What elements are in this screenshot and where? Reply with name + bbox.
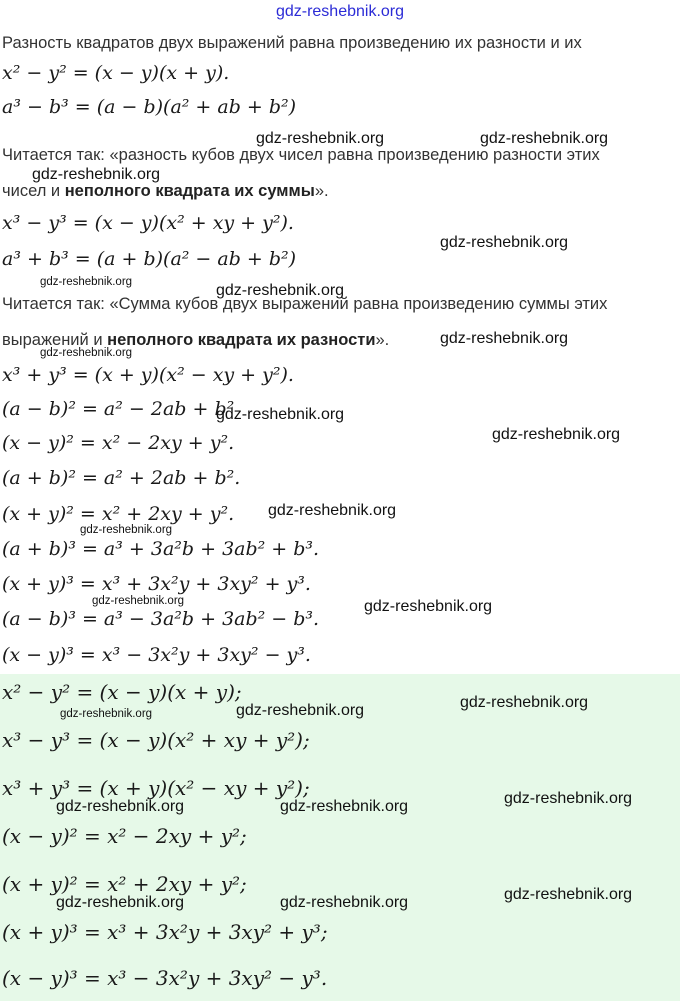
watermark: gdz-reshebnik.org <box>40 347 133 359</box>
watermark: gdz-reshebnik.org <box>268 502 397 519</box>
formula-12: (a − b)³ = a³ − 3a²b + 3ab² − b³. <box>2 608 320 630</box>
watermark: gdz-reshebnik.org <box>280 894 409 911</box>
text-start: чисел и <box>2 182 65 200</box>
watermark: gdz-reshebnik.org <box>504 886 633 903</box>
bold-term: неполного квадрата их суммы <box>64 182 315 200</box>
watermark: gdz-reshebnik.org <box>256 130 385 147</box>
formula-10: (a + b)³ = a³ + 3a²b + 3ab² + b³. <box>2 538 320 560</box>
answer-4: (x − y)² = x² − 2xy + y²; <box>2 824 247 848</box>
formula-5: x³ + y³ = (x + y)(x² − xy + y²). <box>2 364 294 386</box>
watermark: gdz-reshebnik.org <box>364 598 493 615</box>
watermark: gdz-reshebnik.org <box>56 798 185 815</box>
text-end: ». <box>375 331 390 349</box>
watermark: gdz-reshebnik.org <box>504 790 633 807</box>
formula-11: (x + y)³ = x³ + 3x²y + 3xy² + y³. <box>2 573 311 595</box>
watermark: gdz-reshebnik.org <box>216 282 345 299</box>
watermark: gdz-reshebnik.org <box>460 694 589 711</box>
watermark: gdz-reshebnik.org <box>440 234 569 251</box>
watermark: gdz-reshebnik.org <box>280 798 409 815</box>
watermark: gdz-reshebnik.org <box>80 524 173 536</box>
formula-2: a³ − b³ = (a − b)(a² + ab + b²) <box>2 96 297 118</box>
answer-5: (x + y)² = x² + 2xy + y²; <box>2 872 247 896</box>
formula-7: (x − y)² = x² − 2xy + y². <box>2 432 235 454</box>
watermark: gdz-reshebnik.org <box>32 166 161 183</box>
watermark: gdz-reshebnik.org <box>236 702 365 719</box>
watermark: gdz-reshebnik.org <box>40 276 133 288</box>
site-header-link[interactable]: gdz-reshebnik.org <box>275 3 405 20</box>
answer-2: x³ − y³ = (x − y)(x² + xy + y²); <box>2 728 310 752</box>
watermark: gdz-reshebnik.org <box>92 595 185 607</box>
formula-8: (a + b)² = a² + 2ab + b². <box>2 467 241 489</box>
formula-3: x³ − y³ = (x − y)(x² + xy + y²). <box>2 212 294 234</box>
answer-1: x² − y² = (x − y)(x + y); <box>2 680 242 704</box>
paragraph-difference-of-squares: Разность квадратов двух выражений равна произведению их разности и их <box>2 34 582 52</box>
watermark: gdz-reshebnik.org <box>492 426 621 443</box>
answer-7: (x − y)³ = x³ − 3x²y + 3xy² − y³. <box>2 966 328 990</box>
text-start: выражений и <box>2 331 108 349</box>
text-end: ». <box>314 182 329 200</box>
formula-13: (x − y)³ = x³ − 3x²y + 3xy² − y³. <box>2 644 311 666</box>
formula-4: a³ + b³ = (a + b)(a² − ab + b²) <box>2 248 297 270</box>
paragraph-difference-of-cubes-line1: Читается так: «разность кубов двух чисел равна произведению разности этих <box>2 146 600 164</box>
formula-9: (x + y)² = x² + 2xy + y². <box>2 503 235 525</box>
watermark: gdz-reshebnik.org <box>56 894 185 911</box>
watermark: gdz-reshebnik.org <box>440 330 569 347</box>
watermark: gdz-reshebnik.org <box>60 708 153 720</box>
watermark: gdz-reshebnik.org <box>480 130 609 147</box>
formula-1: x² − y² = (x − y)(x + y). <box>2 62 230 84</box>
answer-6: (x + y)³ = x³ + 3x²y + 3xy² + y³; <box>2 920 328 944</box>
answer-3: x³ + y³ = (x + y)(x² − xy + y²); <box>2 776 310 800</box>
watermark: gdz-reshebnik.org <box>216 406 345 423</box>
bold-term: неполного квадрата их разности <box>107 331 376 349</box>
paragraph-difference-of-cubes-line2 <box>2 182 329 201</box>
paragraph-sum-of-cubes-line1: Читается так: «Сумма кубов двух выражений равна произведению суммы этих <box>2 295 608 313</box>
formula-6: (a − b)² = a² − 2ab + b² <box>2 398 235 420</box>
